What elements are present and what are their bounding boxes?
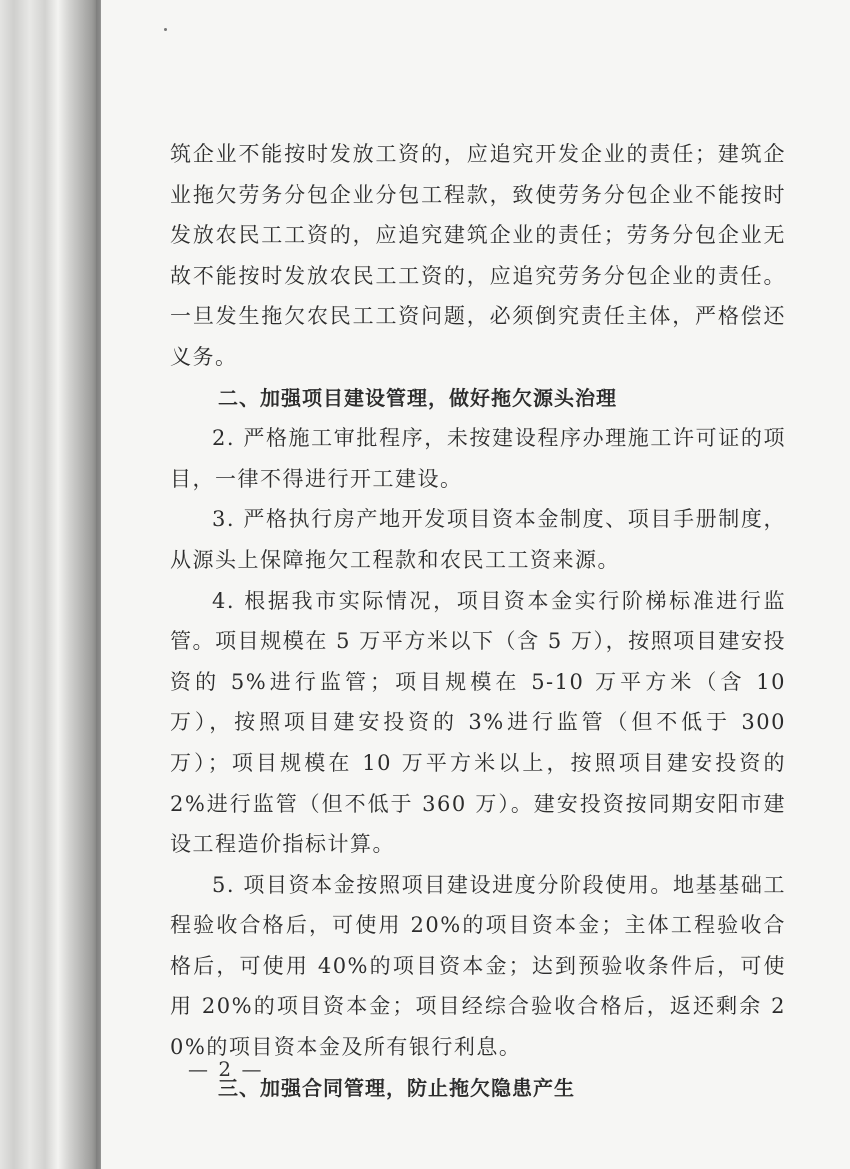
document-body bbox=[170, 134, 786, 1108]
scan-binding-edge bbox=[0, 0, 100, 1169]
section-heading-2: 二、加强项目建设管理，做好拖欠源头治理 bbox=[218, 385, 617, 410]
paragraph-item-4: 4. 根据我市实际情况，项目资本金实行阶梯标准进行监管。项目规模在 5 万平方米以下（含 5 万），按照项目建安投资的 5%进行监管；项目规模在 5-10 万平方米（含 10 万），按照项目建安投资的 3%进行监管（但不低于 300 万）；项目规模在 10 万平方米以上，按照项目建安投资的 2%进行监管（但不低于 360 万）。建安投资按同期安阳市建设工程造价指标计算。 bbox=[170, 588, 786, 857]
paragraph-item-5: 5. 项目资本金按照项目建设进度分阶段使用。地基基础工程验收合格后，可使用 20%的项目资本金；主体工程验收合格后，可使用 40%的项目资本金；达到预验收条件后，可使用 20%的项目资本金；项目经综合验收合格后，返还剩余 20%的项目资本金及所有银行利息。 bbox=[170, 872, 786, 1060]
scan-speck bbox=[164, 28, 167, 31]
page-number: — 2 — bbox=[188, 1057, 264, 1081]
paragraph-item-2: 2. 严格施工审批程序，未按建设程序办理施工许可证的项目，一律不得进行开工建设。 bbox=[170, 426, 786, 491]
paragraph-continued: 筑企业不能按时发放工资的，应追究开发企业的责任；建筑企业拖欠劳务分包企业分包工程款，致使劳务分包企业不能按时发放农民工工资的，应追究建筑企业的责任；劳务分包企业无故不能按时发放农民工工资的，应追究劳务分包企业的责任。一旦发生拖欠农民工工资问题，必须倒究责任主体，严格偿还义务。 bbox=[170, 142, 786, 369]
paragraph-item-3: 3. 严格执行房产地开发项目资本金制度、项目手册制度，从源头上保障拖欠工程款和农民工工资来源。 bbox=[170, 507, 786, 572]
section-heading-3: 三、加强合同管理，防止拖欠隐患产生 bbox=[218, 1075, 575, 1100]
